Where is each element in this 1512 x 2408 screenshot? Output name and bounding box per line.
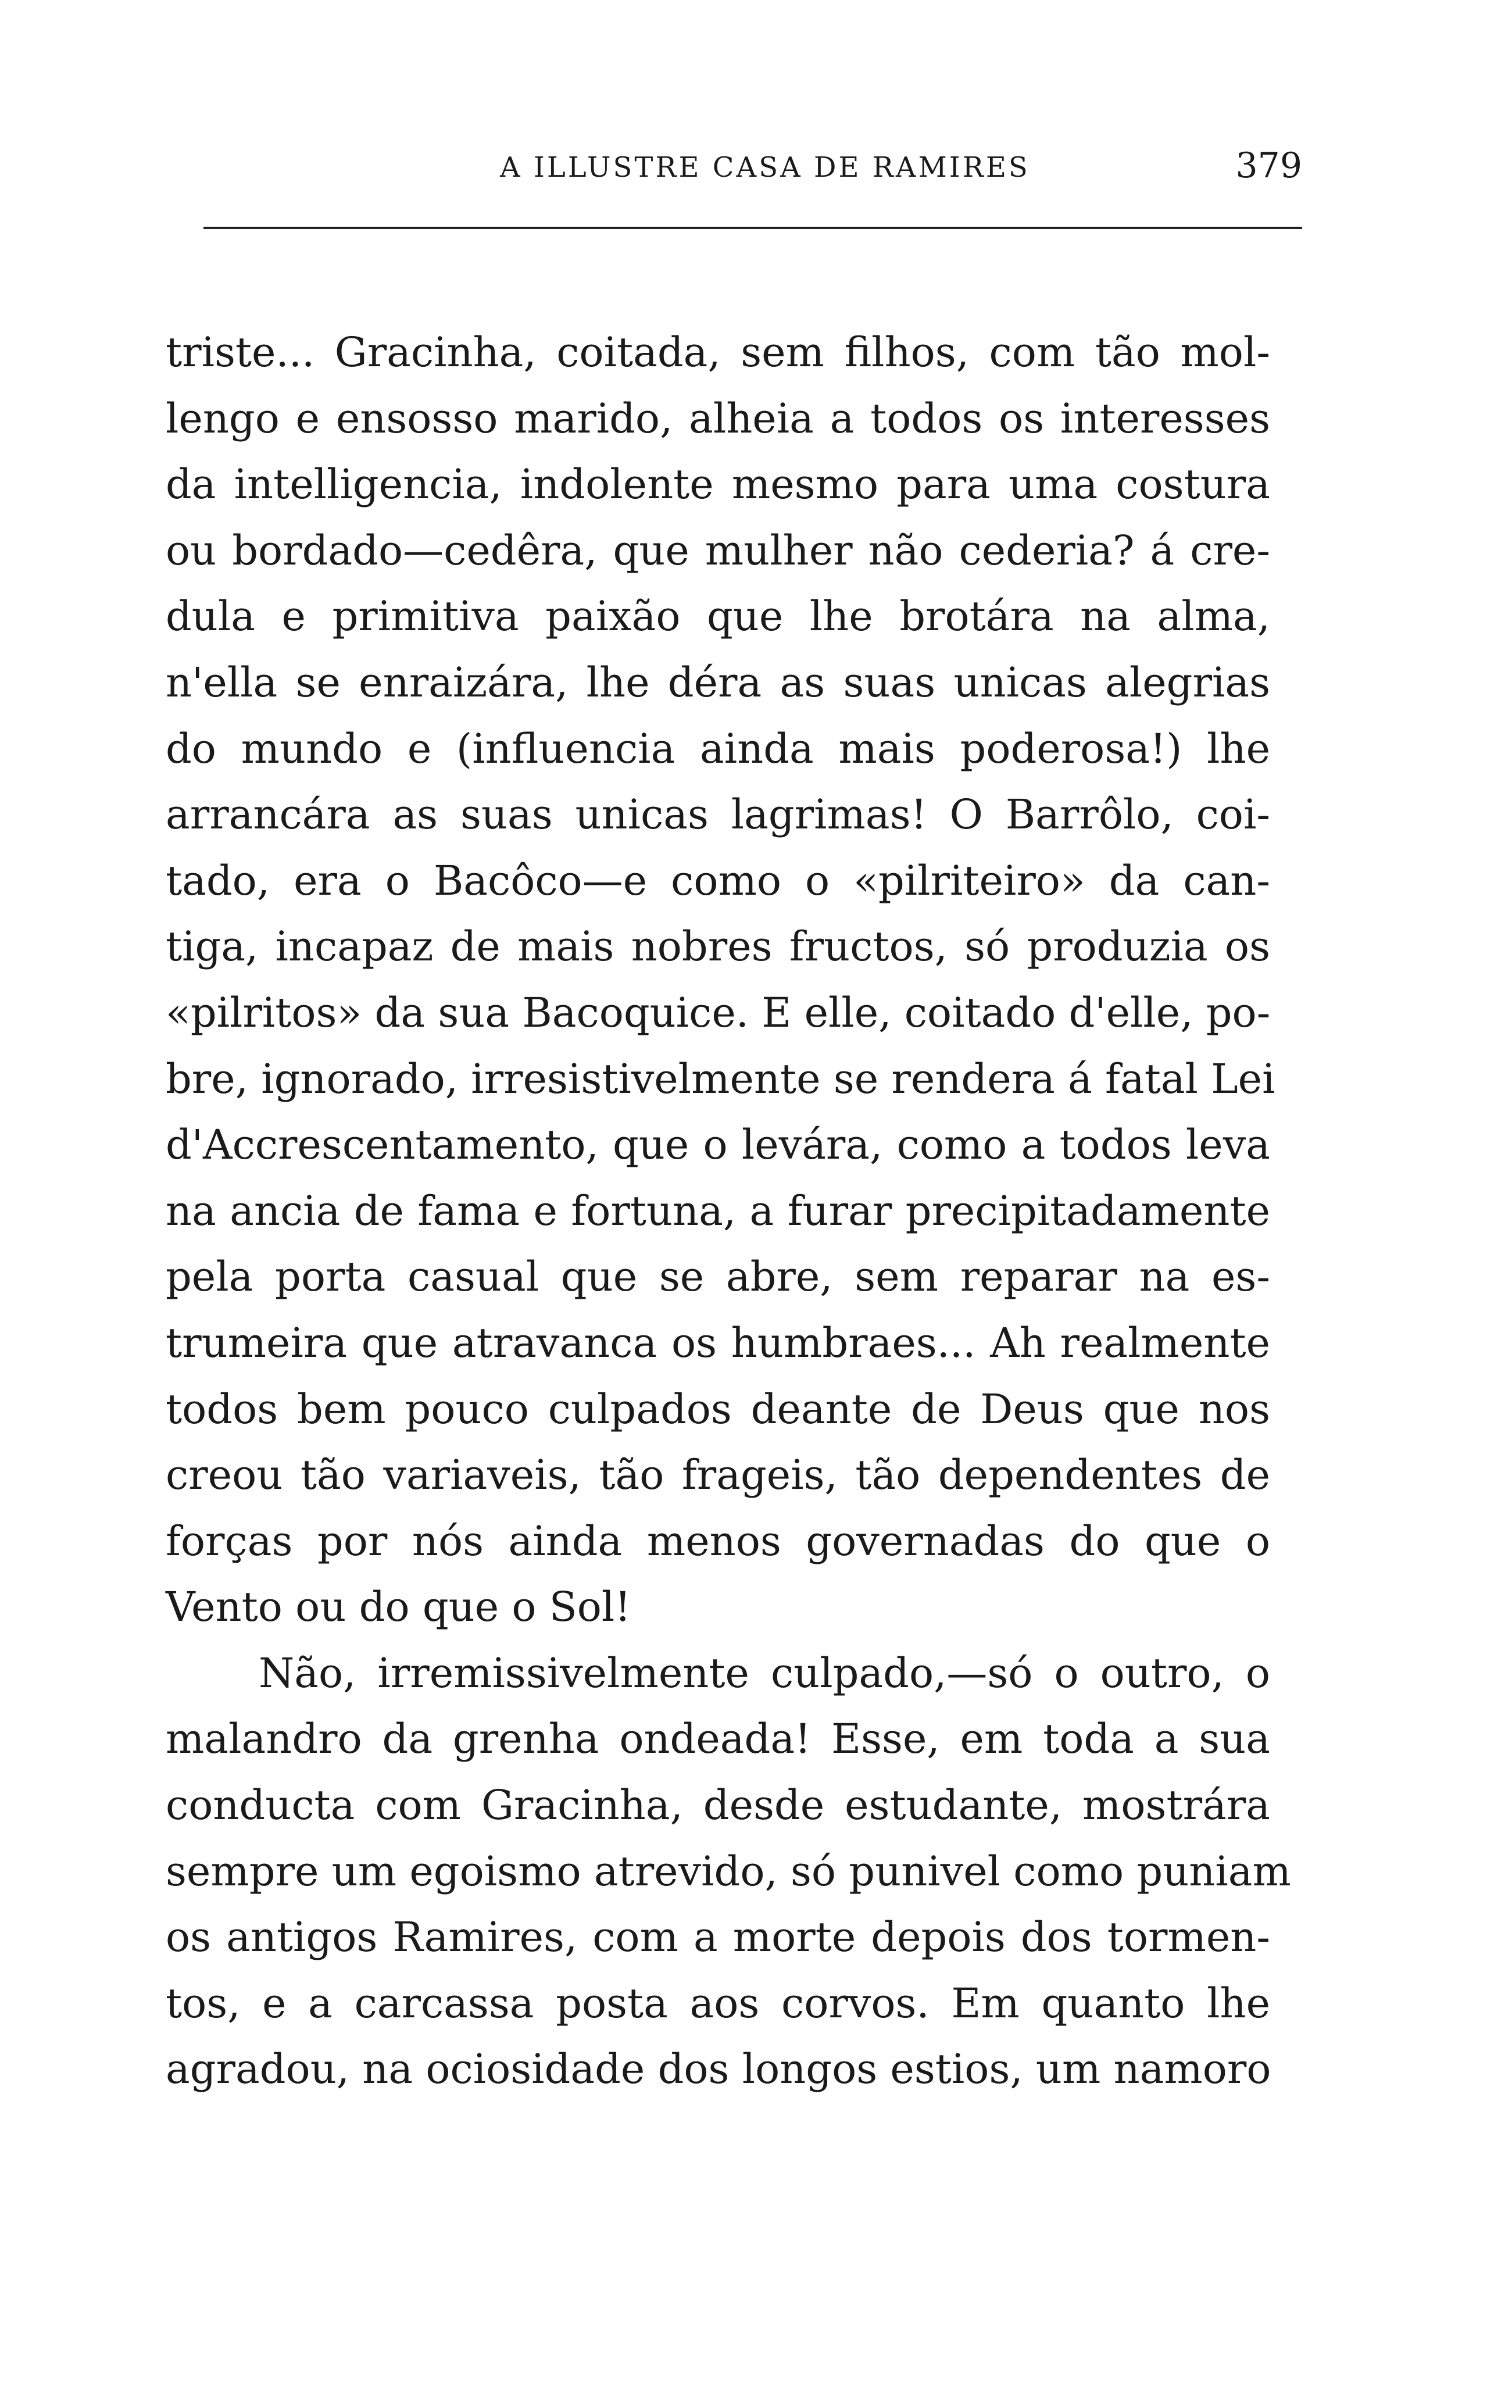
text-line: creou tão variaveis, tão frageis, tão dependentes de [166, 1451, 1270, 1499]
text-line: lengo e ensosso marido, alheia a todos os interesses [166, 394, 1270, 442]
text-line: triste... Gracinha, coitada, sem filhos, com tão mol- [166, 328, 1270, 376]
page-number: 379 [1235, 145, 1302, 186]
text-line: trumeira que atravanca os humbraes... Ah realmente [166, 1319, 1270, 1367]
header-rule [203, 227, 1302, 229]
text-line: forças por nós ainda menos governadas do que o [166, 1517, 1270, 1565]
text-line: da intelligencia, indolente mesmo para uma costura [166, 460, 1270, 509]
text-line: tado, era o Bacôco—e como o «pilriteiro» da can- [166, 856, 1270, 905]
text-line: dula e primitiva paixão que lhe brotára na alma, [166, 592, 1270, 641]
text-line: tos, e a carcassa posta aos corvos. Em quanto lhe [166, 1979, 1270, 2027]
text-line: bre, ignorado, irresistivelmente se rendera á fatal Lei [166, 1055, 1275, 1103]
paragraph-2 [166, 1641, 1291, 2103]
text-line: d'Accrescentamento, que o levára, como a todos leva [166, 1121, 1270, 1169]
running-title: A ILLUSTRE CASA DE RAMIRES [500, 151, 1030, 184]
text-line: «pilritos» da sua Bacoquice. E elle, coitado d'elle, po- [166, 988, 1271, 1037]
text-line: ou bordado—cedêra, que mulher não cederia? á cre- [166, 526, 1270, 574]
text-line: do mundo e (influencia ainda mais poderosa!) lhe [166, 724, 1270, 773]
text-line: tiga, incapaz de mais nobres fructos, só produzia os [166, 923, 1270, 971]
text-line: pela porta casual que se abre, sem reparar na es- [166, 1253, 1270, 1301]
text-line: arrancára as suas unicas lagrimas! O Barrôlo, coi- [166, 791, 1270, 839]
text-line: na ancia de fama e fortuna, a furar precipitadamente [166, 1187, 1270, 1235]
running-head [203, 145, 1302, 192]
text-line: sempre um egoismo atrevido, só punivel como puniam [166, 1847, 1291, 1895]
text-line: agradou, na ociosidade dos longos estios, um namoro [166, 2045, 1271, 2093]
text-line: Não, irremissivelmente culpado,—só o outro, o [259, 1649, 1270, 1697]
text-line: os antigos Ramires, com a morte depois dos tormen- [166, 1913, 1270, 1962]
text-line: malandro da grenha ondeada! Esse, em toda a sua [166, 1715, 1270, 1763]
text-line: Vento ou do que o Sol! [166, 1583, 631, 1631]
paragraph-1 [166, 320, 1275, 1641]
text-line: n'ella se enraizára, lhe déra as suas unicas alegrias [166, 658, 1270, 706]
text-line: conducta com Gracinha, desde estudante, mostrára [166, 1781, 1270, 1830]
text-line: todos bem pouco culpados deante de Deus que nos [166, 1385, 1270, 1433]
body-text [166, 320, 1291, 2103]
